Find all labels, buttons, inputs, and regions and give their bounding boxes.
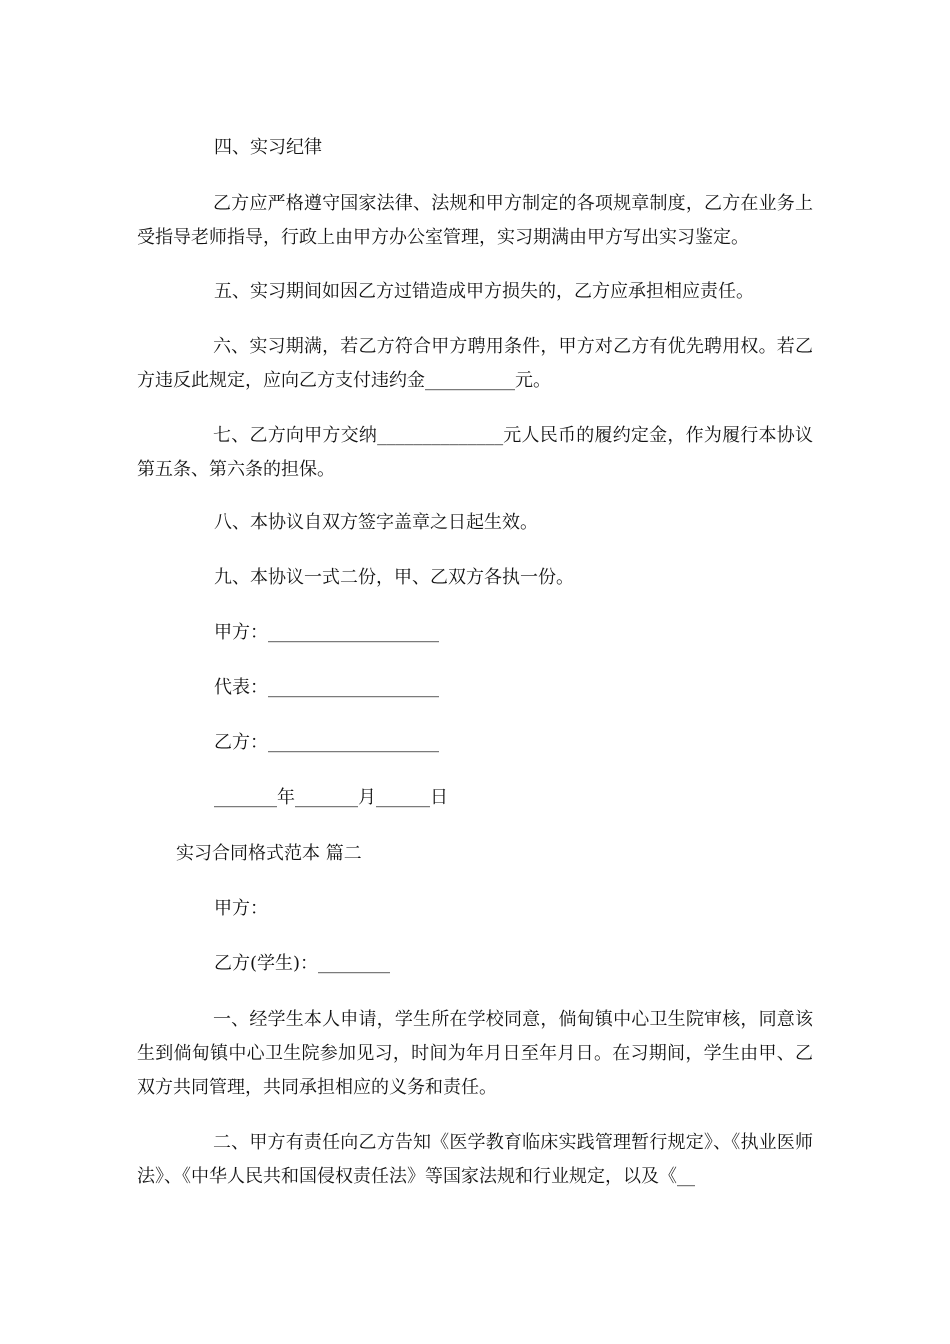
section-4-title: 四、实习纪律 bbox=[214, 137, 322, 158]
part-two-party-b: 乙方(学生)：________ bbox=[214, 953, 391, 974]
section-7: 七、乙方向甲方交纳______________元人民币的履约定金，作为履行本协议第五条、第六条的担保。 bbox=[137, 425, 813, 480]
section-9: 九、本协议一式二份，甲、乙双方各执一份。 bbox=[214, 567, 574, 588]
signature-date: _______年_______月______日 bbox=[214, 787, 448, 808]
part-two-section-1: 一、经学生本人申请，学生所在学校同意，倘甸镇中心卫生院审核，同意该生到倘甸镇中心卫生院参加见习，时间为年月日至年月日。在习期间，学生由甲、乙双方共同管理，共同承担相应的义务和责任。 bbox=[137, 1009, 813, 1098]
part-two-section-2: 二、甲方有责任向乙方告知《医学教育临床实践管理暂行规定》、《执业医师法》、《中华人民共和国侵权责任法》等国家法规和行业规定，以及《__ bbox=[137, 1132, 813, 1187]
section-4-body: 乙方应严格遵守国家法律、法规和甲方制定的各项规章制度，乙方在业务上受指导老师指导，行政上由甲方办公室管理，实习期满由甲方写出实习鉴定。 bbox=[137, 193, 813, 248]
part-two-party-a: 甲方： bbox=[214, 898, 268, 919]
section-8: 八、本协议自双方签字盖章之日起生效。 bbox=[214, 512, 538, 533]
section-5: 五、实习期间如因乙方过错造成甲方损失的，乙方应承担相应责任。 bbox=[214, 281, 754, 302]
signature-representative: 代表：___________________ bbox=[214, 677, 439, 698]
part-two-heading: 实习合同格式范本 篇二 bbox=[176, 843, 362, 864]
section-6: 六、实习期满，若乙方符合甲方聘用条件，甲方对乙方有优先聘用权。若乙方违反此规定，应向乙方支付违约金__________元。 bbox=[137, 336, 813, 391]
signature-party-a: 甲方：___________________ bbox=[214, 622, 439, 643]
signature-party-b: 乙方：___________________ bbox=[214, 732, 439, 753]
